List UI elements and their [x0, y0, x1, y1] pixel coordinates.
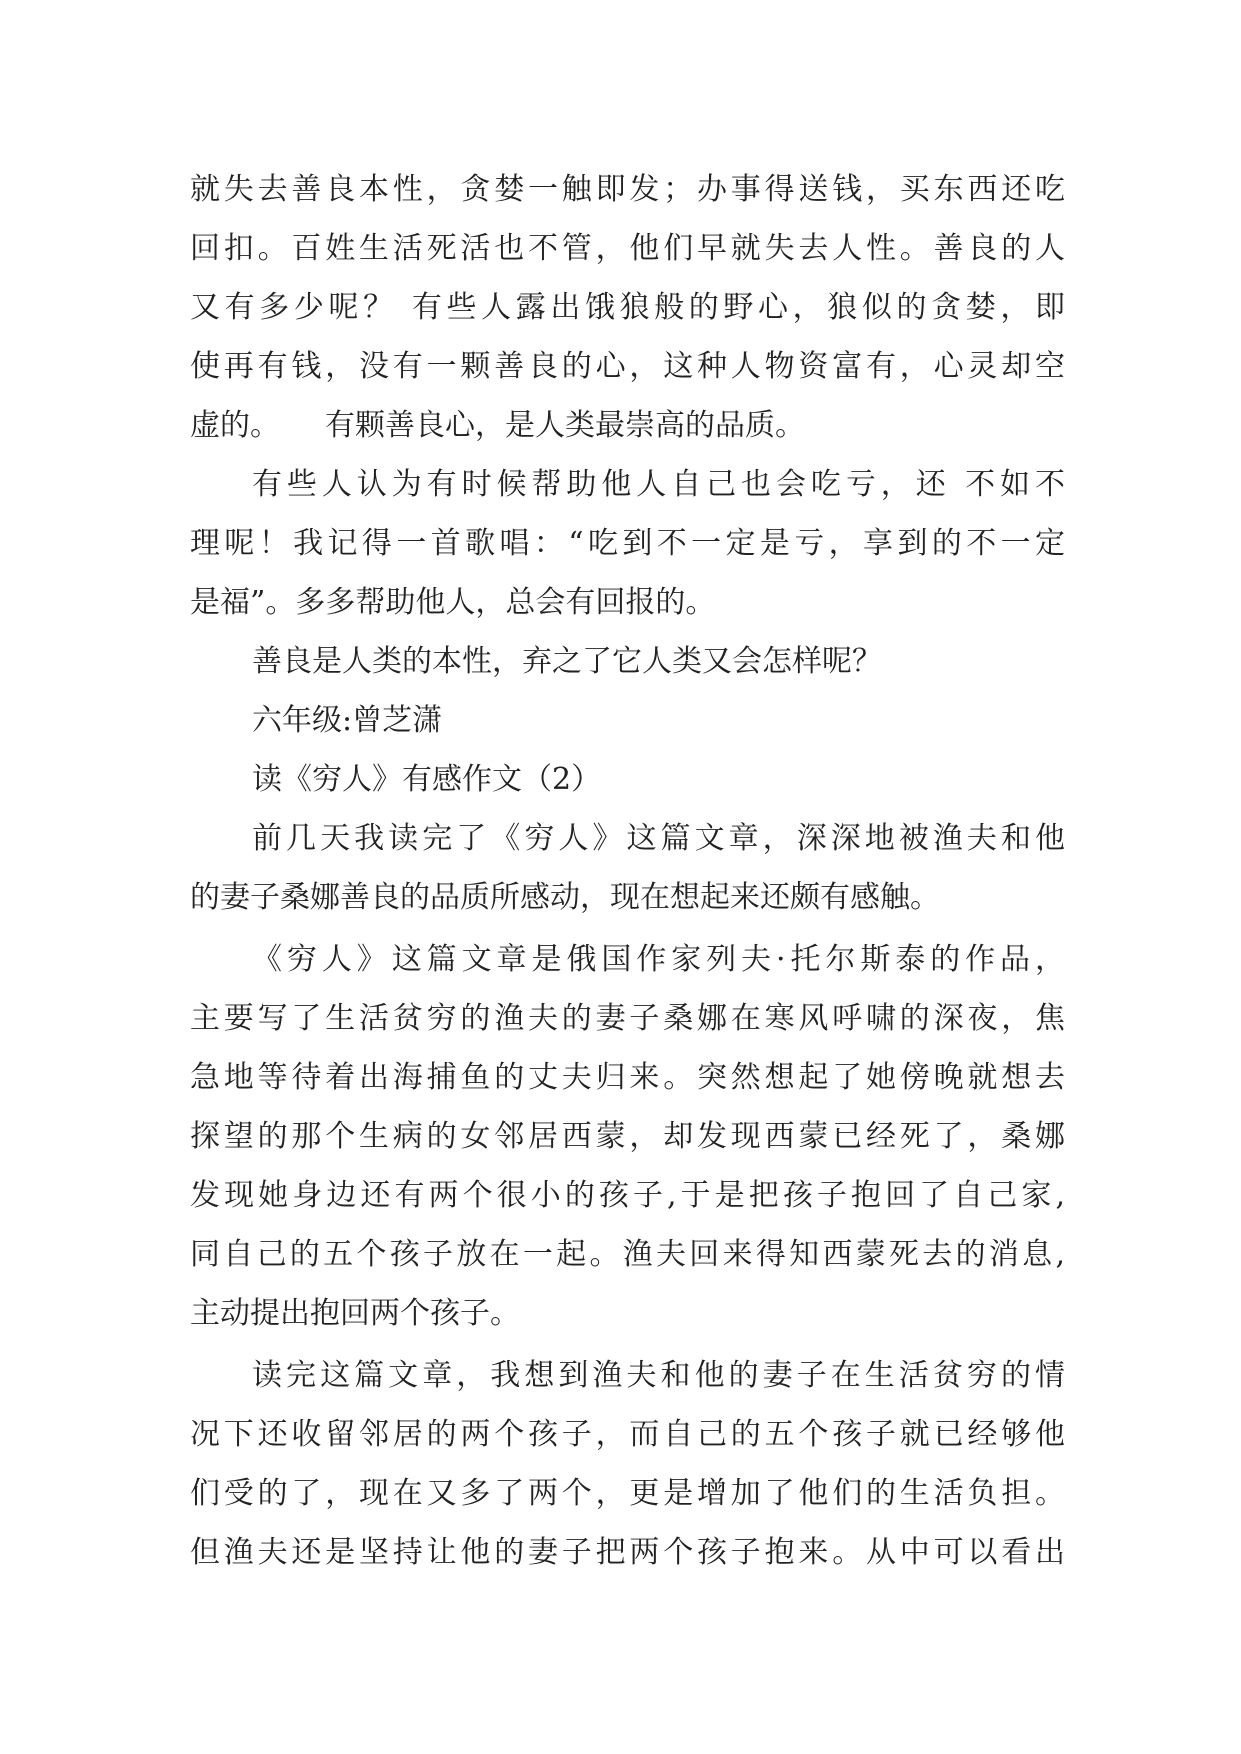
text-line: 但渔夫还是坚持让他的妻子把两个孩子抱来。从中可以看出 [190, 1535, 1065, 1570]
text-line: 主动提出抱回两个孩子。 [190, 1296, 520, 1331]
text-line: 虚的。 有颗善良心，是人类最崇高的品质。 [190, 408, 805, 443]
text-line: 况下还收留邻居的两个孩子，而自己的五个孩子就已经够他 [190, 1417, 1065, 1452]
text-line: 回扣。百姓生活死活也不管，他们早就失去人性。善良的人 [190, 231, 1065, 266]
author-line: 六年级:曾芝潇 [252, 703, 443, 738]
text-line: 们受的了，现在又多了两个，更是增加了他们的生活负担。 [190, 1476, 1065, 1511]
text-line: 就失去善良本性，贪婪一触即发；办事得送钱，买东西还吃 [190, 172, 1065, 207]
text-line: 理呢！我记得一首歌唱：“吃到不一定是亏，享到的不一定 [190, 526, 1065, 561]
paragraph-first-line: 读完这篇文章，我想到渔夫和他的妻子在生活贫穷的情 [252, 1358, 1065, 1393]
text-line: 又有多少呢？ 有些人露出饿狼般的野心，狼似的贪婪，即 [190, 290, 1065, 325]
paragraph-first-line: 《穷人》这篇文章是俄国作家列夫·托尔斯泰的作品， [252, 942, 1065, 977]
paragraph-first-line: 善良是人类的本性，弃之了它人类又会怎样呢？ [252, 644, 882, 679]
text-line: 的妻子桑娜善良的品质所感动，现在想起来还颇有感触。 [190, 880, 940, 915]
text-line: 主要写了生活贫穷的渔夫的妻子桑娜在寒风呼啸的深夜，焦 [190, 1001, 1065, 1036]
document-page [190, 160, 1065, 1582]
paragraph-first-line: 前几天我读完了《穷人》这篇文章，深深地被渔夫和他 [252, 821, 1065, 856]
text-line: 探望的那个生病的女邻居西蒙，却发现西蒙已经死了，桑娜 [190, 1119, 1065, 1154]
text-line: 是福”。多多帮助他人，总会有回报的。 [190, 585, 716, 620]
text-line: 同自己的五个孩子放在一起。渔夫回来得知西蒙死去的消息, [190, 1237, 1065, 1272]
text-line: 使再有钱，没有一颗善良的心，这种人物资富有，心灵却空 [190, 349, 1065, 384]
text-line: 急地等待着出海捕鱼的丈夫归来。突然想起了她傍晚就想去 [190, 1060, 1065, 1095]
paragraph-first-line: 有些人认为有时候帮助他人自己也会吃亏，还 不如不 [252, 467, 1065, 502]
text-line: 发现她身边还有两个很小的孩子,于是把孩子抱回了自己家, [190, 1178, 1065, 1213]
essay-title: 读《穷人》有感作文（2） [252, 762, 602, 797]
